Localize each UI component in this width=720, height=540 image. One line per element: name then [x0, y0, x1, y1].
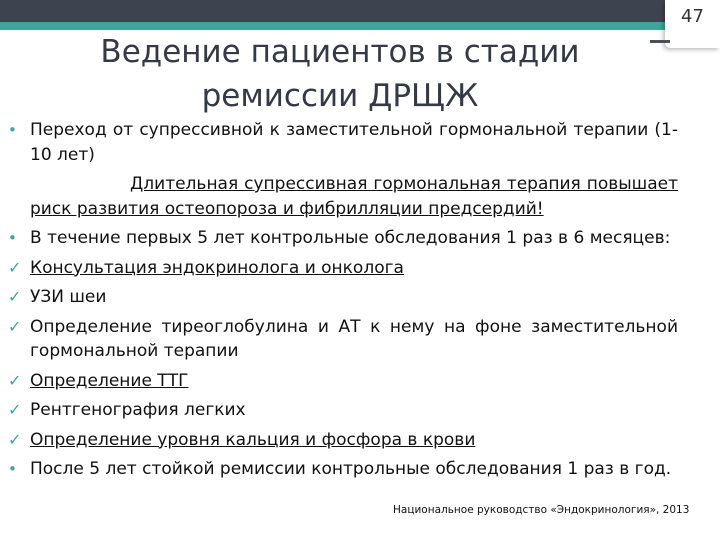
checkmark-icon: ✓ [8, 370, 22, 390]
checkmark-icon: ✓ [8, 287, 22, 306]
bullet-text: Переход от супрессивной к заместительной гормональной терапии (1-10 лет) [30, 120, 678, 165]
checkmark-icon: ✓ [8, 257, 22, 277]
check-text: Определение уровня кальция и фосфора в крови [30, 429, 476, 450]
bullet-text: В течение первых 5 лет контрольные обследования 1 раз в 6 месяцев: [30, 228, 671, 248]
bullet-item [8, 118, 678, 167]
checkmark-icon: ✓ [8, 429, 22, 449]
checkmark-icon: ✓ [8, 400, 22, 419]
round-bullet-icon: • [8, 229, 17, 247]
slide-content [8, 118, 678, 487]
check-item [8, 428, 678, 453]
check-text: Определение ТТГ [30, 370, 189, 391]
source-footnote: Национальное руководство «Эндокринология», 2013 [393, 504, 690, 516]
warning-note: Длительная супрессивная гормональная терапия повышает риск развития остеопороза и фибрилляции предсердий! [30, 174, 678, 219]
bullet-text: После 5 лет стойкой ремиссии контрольные обследования 1 раз в год. [30, 459, 672, 479]
round-bullet-icon: • [8, 121, 17, 139]
check-item [8, 285, 678, 310]
slide-title: Ведение пациентов в стадии ремиссии ДРЩЖ [100, 34, 580, 114]
bullet-item [8, 226, 678, 251]
check-item [8, 256, 678, 281]
check-text: УЗИ шеи [30, 287, 107, 307]
check-text: Консультация эндокринолога и онколога [30, 257, 404, 278]
check-text: Определение тиреоглобулина и АТ к нему на фоне заместительной гормональной терапии [30, 316, 678, 361]
round-bullet-icon: • [8, 460, 17, 478]
header-bar [0, 0, 720, 22]
check-item [8, 369, 678, 394]
check-text: Рентгенография легких [30, 400, 246, 420]
title-decoration [650, 40, 670, 43]
checkmark-icon: ✓ [8, 316, 22, 336]
bullet-item [8, 457, 678, 482]
header-accent-stripe [0, 22, 720, 30]
check-item [8, 315, 678, 364]
page-number: 47 [665, 0, 720, 48]
check-item [8, 398, 678, 423]
